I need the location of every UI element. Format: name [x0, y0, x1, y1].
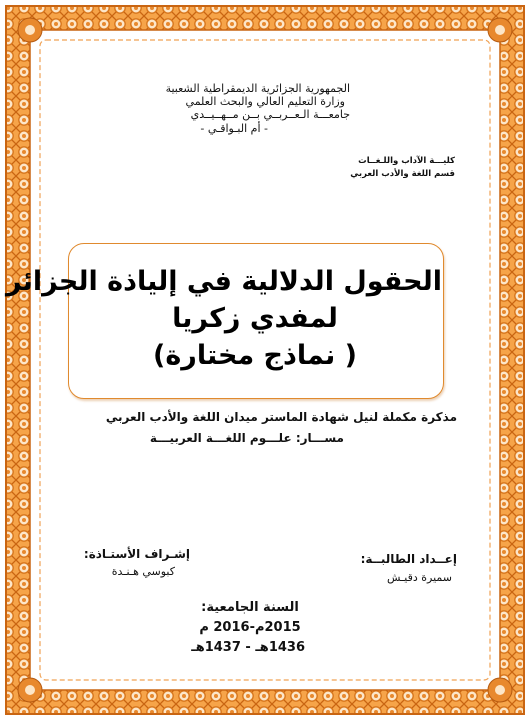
title-line-1: الحقول الدلالية في إلياذة الجزائر	[5, 266, 442, 297]
ministry-line: وزارة التعليم العالي والبحث العلمي	[185, 95, 345, 108]
department-line: قسم اللغة والأدب العربي	[350, 169, 455, 179]
year-gregorian: 2015م-2016 م	[199, 620, 301, 635]
title-line-2: لمفدي زكريا	[172, 303, 338, 334]
year-label: السنة الجامعية:	[201, 600, 299, 615]
university-line: جامعـــة الـعــربــي بــن مــهــيــدي	[190, 108, 350, 121]
college-line: كليـــة الآداب واللـغــات	[358, 156, 455, 166]
student-label: إعــداد الطالبــة:	[360, 552, 457, 566]
student-name: سميرة دقيـش	[387, 571, 452, 584]
supervisor-name: كبوسي هـنـدة	[111, 565, 175, 578]
republic-line: الجمهورية الجزائرية الديمقراطية الشعبية	[165, 82, 350, 95]
title-line-3: ( نماذج مختارة)	[153, 340, 357, 371]
city-line: - أم البـواقـي -	[200, 122, 268, 135]
supervisor-label: إشـراف الأستـاذة:	[83, 547, 190, 561]
year-hijri: 1436هـ - 1437هـ	[191, 640, 305, 655]
memo-line: مذكرة مكملة لنيل شهادة الماستر ميدان اللغة والأدب العربي	[105, 410, 457, 424]
track-line: مســـار: علـــوم اللغـــة العربيـــة	[149, 431, 344, 445]
